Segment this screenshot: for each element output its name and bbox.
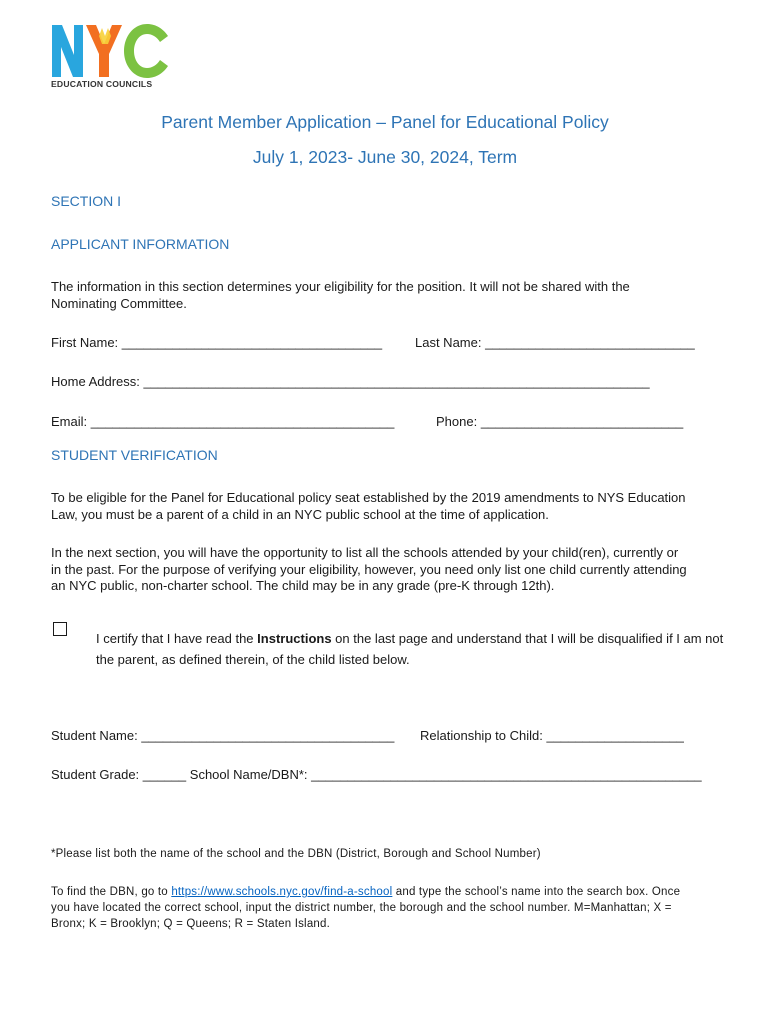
- phone-field[interactable]: Phone: ____________________________: [436, 414, 684, 429]
- student-grade-school-field[interactable]: Student Grade: ______ School Name/DBN*: ______________________________________________________: [51, 767, 702, 782]
- email-field[interactable]: Email: __________________________________________: [51, 414, 395, 429]
- find-dbn-instructions: [51, 884, 691, 932]
- nyc-logo-mark: [50, 22, 170, 80]
- first-name-field[interactable]: First Name: ____________________________________: [51, 335, 383, 350]
- applicant-info-heading: APPLICANT INFORMATION: [51, 236, 230, 252]
- home-address-field[interactable]: Home Address: ______________________________________________________________________: [51, 374, 650, 389]
- instructions-bold: Instructions: [257, 631, 332, 646]
- find-dbn-text-start: To find the DBN, go to: [51, 886, 172, 898]
- find-a-school-link[interactable]: https://www.schools.nyc.gov/find-a-school: [171, 886, 393, 898]
- dbn-footnote: *Please list both the name of the school and the DBN (District, Borough and School Number): [51, 848, 541, 860]
- find-dbn-text-end: and type the school’s name into the search box. Once you have located the correct school, input the district number, the borough and the school number. M=Manhattan; X = Bronx; K = Brooklyn; Q = Queens; R = Staten Island.: [51, 886, 681, 930]
- certify-statement: [96, 628, 726, 670]
- certify-checkbox[interactable]: [53, 622, 67, 636]
- next-section-paragraph: In the next section, you will have the opportunity to list all the schools attended by your child(ren), currently or in the past. For the purpose of verifying your eligibility, however, you need only list one child currently attending an NYC public, non-charter school. The child may be in any grade (pre-K through 12th).: [51, 545, 687, 593]
- term-title: July 1, 2023- June 30, 2024, Term: [252, 147, 518, 167]
- eligibility-paragraph: To be eligible for the Panel for Educational policy seat established by the 2019 amendments to NYS Education Law, you must be a parent of a child in an NYC public school at the time of application.: [51, 490, 686, 522]
- certify-text-end: on the last page and understand that I will be disqualified if I am not the parent, as defined therein, of the child listed below.: [96, 631, 724, 667]
- last-name-field[interactable]: Last Name: _____________________________: [415, 335, 695, 350]
- relationship-field[interactable]: Relationship to Child: ___________________: [420, 728, 684, 743]
- applicant-intro: The information in this section determines your eligibility for the position. It will not be shared with the Nominating Committee.: [51, 279, 630, 311]
- page-title: Parent Member Application – Panel for Educational Policy: [161, 112, 609, 132]
- logo-subtitle: EDUCATION COUNCILS: [51, 79, 153, 89]
- student-name-field[interactable]: Student Name: ___________________________________: [51, 728, 395, 743]
- section-heading: SECTION I: [51, 193, 122, 209]
- student-verification-heading: STUDENT VERIFICATION: [51, 447, 218, 463]
- certify-text-start: I certify that I have read the: [96, 631, 258, 646]
